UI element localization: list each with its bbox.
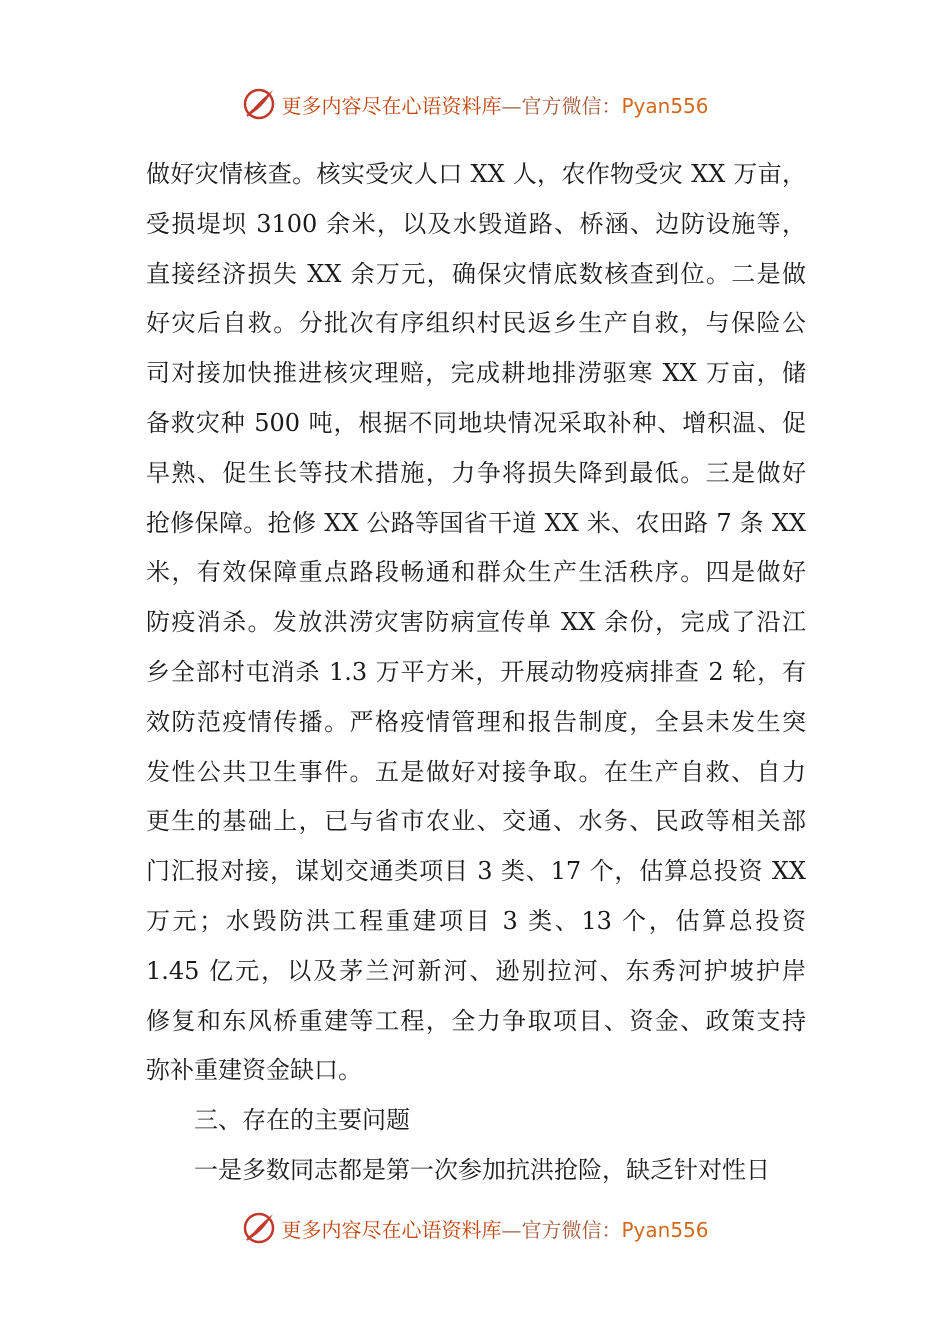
text-line: 1.45 亿元，以及茅兰河新河、逊别拉河、东秀河护坡护岸 xyxy=(146,956,806,985)
banner-main-text: 更多内容尽在心语资料库 xyxy=(281,1217,502,1242)
quill-logo-icon xyxy=(241,86,277,122)
banner-official-label: 官方微信： xyxy=(521,93,622,118)
text-line: 效防范疫情传播。严格疫情管理和报告制度，全县未发生突 xyxy=(146,707,806,736)
quill-logo-icon xyxy=(241,1210,277,1246)
text-line: 备救灾种 500 吨，根据不同地块情况采取补种、增积温、促 xyxy=(146,408,806,437)
banner-official-label: 官方微信： xyxy=(521,1217,622,1242)
text-line: 万元；水毁防洪工程重建项目 3 类、13 个，估算总投资 xyxy=(146,906,806,935)
banner-text xyxy=(281,1214,708,1243)
text-line: 门汇报对接，谋划交通类项目 3 类、17 个，估算总投资 XX xyxy=(146,857,806,886)
text-line: 米，有效保障重点路段畅通和群众生产生活秩序。四是做好 xyxy=(146,558,806,587)
text-line: 直接经济损失 XX 余万元，确保灾情底数核查到位。二是做 xyxy=(146,259,806,288)
text-line: 防疫消杀。发放洪涝灾害防病宣传单 XX 余份，完成了沿江 xyxy=(146,608,806,637)
banner-wechat-id: Pyan556 xyxy=(621,1217,709,1242)
banner-text xyxy=(281,90,708,119)
banner-dash: — xyxy=(501,93,522,118)
text-line: 好灾后自救。分批次有序组织村民返乡生产自救，与保险公 xyxy=(146,309,806,338)
banner-wechat-id: Pyan556 xyxy=(621,93,709,118)
text-line: 更生的基础上，已与省市农业、交通、水务、民政等相关部 xyxy=(146,807,806,836)
header-banner xyxy=(0,84,950,124)
text-line: 一是多数同志都是第一次参加抗洪抢险，缺乏针对性日 xyxy=(194,1155,770,1184)
text-line: 抢修保障。抢修 XX 公路等国省干道 XX 米、农田路 7 条 XX xyxy=(146,508,806,537)
text-line: 发性公共卫生事件。五是做好对接争取。在生产自救、自力 xyxy=(146,757,806,786)
text-line: 早熟、促生长等技术措施，力争将损失降到最低。三是做好 xyxy=(146,458,806,487)
text-line: 弥补重建资金缺口。 xyxy=(146,1056,362,1085)
section-heading: 三、存在的主要问题 xyxy=(194,1106,410,1135)
text-line: 受损堤坝 3100 余米，以及水毁道路、桥涵、边防设施等， xyxy=(146,209,806,238)
text-line: 修复和东风桥重建等工程，全力争取项目、资金、政策支持 xyxy=(146,1006,806,1035)
text-line: 做好灾情核查。核实受灾人口 XX 人，农作物受灾 XX 万亩， xyxy=(146,160,806,188)
text-line: 司对接加快推进核灾理赔，完成耕地排涝驱寒 XX 万亩，储 xyxy=(146,359,806,388)
banner-dash: — xyxy=(501,1217,522,1242)
footer-banner xyxy=(0,1208,950,1248)
text-line: 乡全部村屯消杀 1.3 万平方米，开展动物疫病排查 2 轮，有 xyxy=(146,657,806,686)
document-body xyxy=(146,150,806,1196)
banner-main-text: 更多内容尽在心语资料库 xyxy=(281,93,502,118)
